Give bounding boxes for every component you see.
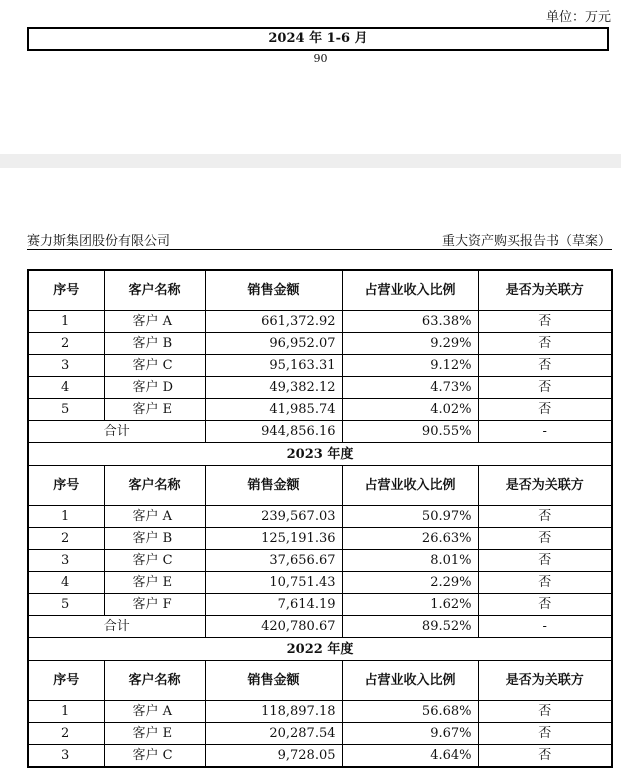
revenue-ratio-cell: 4.73% <box>342 377 478 399</box>
index-cell: 3 <box>28 355 104 377</box>
revenue-ratio-cell: 2.29% <box>342 572 478 594</box>
sales-amount-cell: 10,751.43 <box>205 572 342 594</box>
index-cell: 2 <box>28 723 104 745</box>
related-party-cell: 否 <box>478 594 612 616</box>
customer-name-cell: 客户 C <box>104 355 205 377</box>
column-header: 占营业收入比例 <box>342 661 478 701</box>
customer-name-cell: 客户 C <box>104 745 205 768</box>
table-row <box>28 377 612 399</box>
customer-name-cell: 客户 F <box>104 594 205 616</box>
sales-amount-cell: 96,952.07 <box>205 333 342 355</box>
index-cell: 5 <box>28 594 104 616</box>
table-body <box>28 270 612 767</box>
revenue-ratio-cell: 1.62% <box>342 594 478 616</box>
page-number: 90 <box>313 52 328 65</box>
revenue-ratio-cell: 56.68% <box>342 701 478 723</box>
related-party-cell: 否 <box>478 572 612 594</box>
customer-name-cell: 客户 E <box>104 572 205 594</box>
customer-name-cell: 客户 D <box>104 377 205 399</box>
column-header: 客户名称 <box>104 270 205 311</box>
column-header: 是否为关联方 <box>478 466 612 506</box>
customer-name-cell: 客户 E <box>104 399 205 421</box>
related-party-cell: 否 <box>478 311 612 333</box>
revenue-ratio-cell: 9.67% <box>342 723 478 745</box>
index-cell: 3 <box>28 745 104 768</box>
index-cell: 4 <box>28 572 104 594</box>
column-header: 客户名称 <box>104 661 205 701</box>
year-label: 2023 年度 <box>28 443 612 466</box>
revenue-ratio-cell: 8.01% <box>342 550 478 572</box>
customer-name-cell: 客户 A <box>104 311 205 333</box>
sales-amount-cell: 49,382.12 <box>205 377 342 399</box>
column-header-row <box>28 661 612 701</box>
related-party-cell: 否 <box>478 723 612 745</box>
page-break <box>0 154 621 168</box>
revenue-ratio-cell: 26.63% <box>342 528 478 550</box>
header-rule <box>27 249 612 250</box>
sales-amount-cell: 118,897.18 <box>205 701 342 723</box>
table-row <box>28 550 612 572</box>
sales-amount-cell: 125,191.36 <box>205 528 342 550</box>
related-party-cell: 否 <box>478 528 612 550</box>
index-cell: 4 <box>28 377 104 399</box>
column-header: 销售金额 <box>205 270 342 311</box>
table-row <box>28 506 612 528</box>
total-sales-amount: 420,780.67 <box>205 616 342 638</box>
year-row <box>28 638 612 661</box>
total-revenue-ratio: 89.52% <box>342 616 478 638</box>
revenue-ratio-cell: 63.38% <box>342 311 478 333</box>
customer-name-cell: 客户 E <box>104 723 205 745</box>
related-party-cell: 否 <box>478 550 612 572</box>
unit-label: 单位：万元 <box>545 10 611 25</box>
total-row <box>28 421 612 443</box>
table-row <box>28 311 612 333</box>
column-header: 序号 <box>28 661 104 701</box>
sales-amount-cell: 41,985.74 <box>205 399 342 421</box>
column-header: 序号 <box>28 466 104 506</box>
index-cell: 5 <box>28 399 104 421</box>
table-row <box>28 745 612 768</box>
related-party-cell: 否 <box>478 506 612 528</box>
total-label: 合计 <box>28 421 205 443</box>
related-party-cell: 否 <box>478 399 612 421</box>
column-header: 客户名称 <box>104 466 205 506</box>
customer-name-cell: 客户 B <box>104 528 205 550</box>
index-cell: 1 <box>28 701 104 723</box>
related-party-cell: 否 <box>478 355 612 377</box>
customer-name-cell: 客户 A <box>104 506 205 528</box>
revenue-ratio-cell: 4.64% <box>342 745 478 768</box>
column-header: 序号 <box>28 270 104 311</box>
table-row <box>28 355 612 377</box>
period-header-2024: 2024 年 1-6 月 <box>27 27 609 51</box>
total-related-party: - <box>478 616 612 638</box>
revenue-ratio-cell: 9.29% <box>342 333 478 355</box>
index-cell: 2 <box>28 528 104 550</box>
related-party-cell: 否 <box>478 701 612 723</box>
sales-amount-cell: 7,614.19 <box>205 594 342 616</box>
sales-amount-cell: 239,567.03 <box>205 506 342 528</box>
sales-amount-cell: 37,656.67 <box>205 550 342 572</box>
related-party-cell: 否 <box>478 377 612 399</box>
table-row <box>28 723 612 745</box>
customer-sales-table <box>27 269 613 768</box>
customer-name-cell: 客户 A <box>104 701 205 723</box>
column-header: 占营业收入比例 <box>342 270 478 311</box>
column-header: 销售金额 <box>205 466 342 506</box>
total-label: 合计 <box>28 616 205 638</box>
column-header-row <box>28 270 612 311</box>
revenue-ratio-cell: 50.97% <box>342 506 478 528</box>
total-sales-amount: 944,856.16 <box>205 421 342 443</box>
sales-amount-cell: 661,372.92 <box>205 311 342 333</box>
table-row <box>28 701 612 723</box>
company-name: 赛力斯集团股份有限公司 <box>27 234 171 249</box>
sales-amount-cell: 20,287.54 <box>205 723 342 745</box>
document-title: 重大资产购买报告书（草案） <box>441 234 611 249</box>
column-header: 是否为关联方 <box>478 661 612 701</box>
related-party-cell: 否 <box>478 745 612 768</box>
column-header: 销售金额 <box>205 661 342 701</box>
total-row <box>28 616 612 638</box>
year-row <box>28 443 612 466</box>
column-header-row <box>28 466 612 506</box>
table-row <box>28 528 612 550</box>
table-row <box>28 594 612 616</box>
table-row <box>28 399 612 421</box>
total-related-party: - <box>478 421 612 443</box>
index-cell: 1 <box>28 506 104 528</box>
table-row <box>28 572 612 594</box>
index-cell: 3 <box>28 550 104 572</box>
table-row <box>28 333 612 355</box>
index-cell: 2 <box>28 333 104 355</box>
index-cell: 1 <box>28 311 104 333</box>
customer-name-cell: 客户 B <box>104 333 205 355</box>
revenue-ratio-cell: 9.12% <box>342 355 478 377</box>
sales-amount-cell: 9,728.05 <box>205 745 342 768</box>
column-header: 占营业收入比例 <box>342 466 478 506</box>
total-revenue-ratio: 90.55% <box>342 421 478 443</box>
column-header: 是否为关联方 <box>478 270 612 311</box>
related-party-cell: 否 <box>478 333 612 355</box>
sales-amount-cell: 95,163.31 <box>205 355 342 377</box>
year-label: 2022 年度 <box>28 638 612 661</box>
customer-name-cell: 客户 C <box>104 550 205 572</box>
revenue-ratio-cell: 4.02% <box>342 399 478 421</box>
